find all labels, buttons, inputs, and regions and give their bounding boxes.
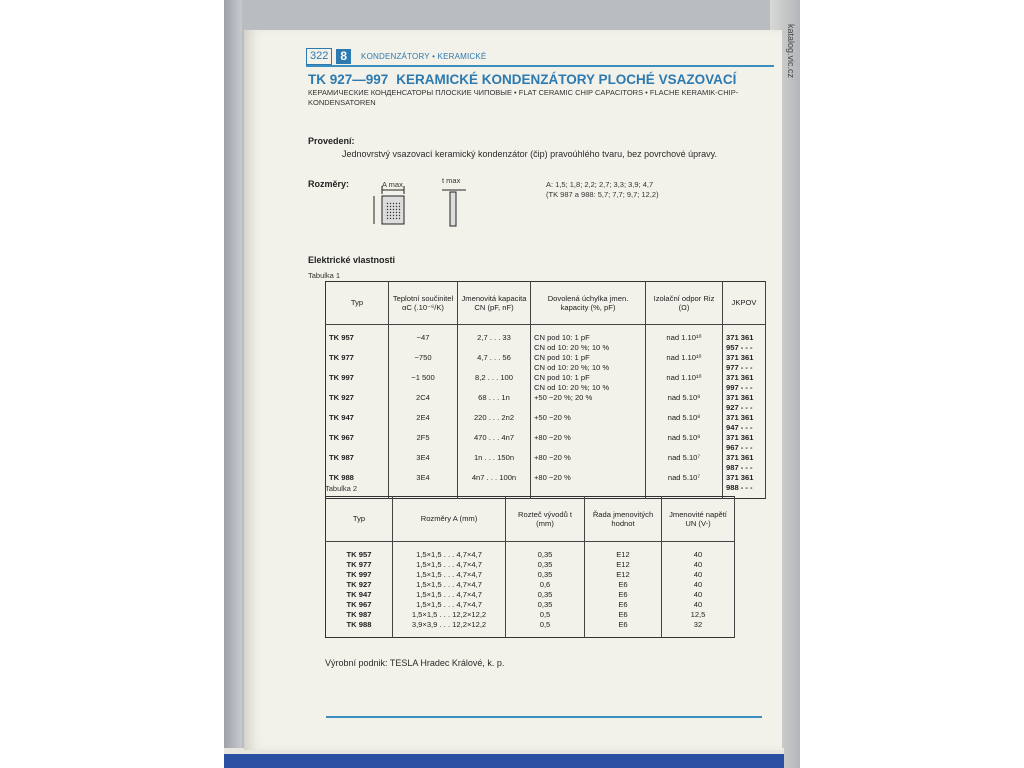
cell-series: E12 [585, 560, 662, 570]
cell-type: TK 947 [326, 413, 389, 433]
table-1-header: Izolační odpor Riz (Ω) [646, 282, 723, 325]
cell-capacity: 68 . . . 1n [458, 393, 531, 413]
book-photo [224, 0, 800, 768]
table-2-header-row [326, 497, 735, 542]
table-row [326, 453, 766, 473]
table-2-header: Jmenovité napětí UN (V-) [662, 497, 735, 542]
cell-coef: −750 [389, 353, 458, 373]
cell-insulation: nad 5.10⁸ [646, 433, 723, 453]
cell-type: TK 927 [326, 580, 393, 590]
section-number: 8 [336, 49, 351, 64]
cell-insulation: nad 5.10⁷ [646, 453, 723, 473]
cell-jkpov: 371 361 997 - - - [723, 373, 766, 393]
cell-type: TK 967 [326, 600, 393, 610]
table-row [326, 570, 735, 580]
cell-tolerance-line: CN od 10: 20 %; 10 % [534, 382, 610, 392]
cell-jkpov: 371 361 947 - - - [723, 413, 766, 433]
cell-jkpov: 371 361 977 - - - [723, 353, 766, 373]
table-2-header: Rozměry A (mm) [393, 497, 506, 542]
cell-type: TK 987 [326, 610, 393, 620]
cell-pitch: 0,5 [506, 610, 585, 620]
book-cover-edge [224, 754, 784, 768]
cell-dimensions: 1,5×1,5 . . . 4,7×4,7 [393, 580, 506, 590]
cell-type: TK 977 [326, 560, 393, 570]
table-row [326, 560, 735, 570]
cell-voltage: 40 [662, 590, 735, 600]
cell-series: E6 [585, 580, 662, 590]
cell-dimensions: 1,5×1,5 . . . 12,2×12,2 [393, 610, 506, 620]
cell-series: E6 [585, 620, 662, 630]
cell-dimensions: 1,5×1,5 . . . 4,7×4,7 [393, 600, 506, 610]
cell-coef: 3E4 [389, 473, 458, 493]
provedeni-text: Jednovrstvý vsazovací keramický kondenzátor (čip) pravoúhlého tvaru, bez povrchové úpravy. [342, 149, 718, 159]
book-spine [224, 0, 242, 768]
page-title [308, 72, 736, 87]
cell-type: TK 967 [326, 433, 389, 453]
cell-insulation: nad 5.10⁸ [646, 413, 723, 433]
dimension-values-1: A: 1,5; 1,8; 2,2; 2,7; 3,3; 3,9; 4,7 [546, 180, 654, 189]
cell-voltage: 32 [662, 620, 735, 630]
table-1-header: JKPOV [723, 282, 766, 325]
page-subtitle: КЕРАМИЧЕСКИЕ КОНДЕНСАТОРЫ ПЛОСКИЕ ЧИПОВЫЕ • FLAT CERAMIC CHIP CAPACITORS • FLACHE KERAMIK-CHIP-KONDENSATOREN [308, 88, 739, 107]
cell-tolerance: +80 −20 % [531, 473, 646, 493]
table-1-header: Typ [326, 282, 389, 325]
table-row [326, 580, 735, 590]
cell-tolerance-line: CN pod 10: 1 pF [534, 372, 590, 382]
cell-capacity: 8,2 . . . 100 [458, 373, 531, 393]
cell-tolerance [531, 333, 646, 353]
cell-series: E6 [585, 600, 662, 610]
cell-type: TK 957 [326, 333, 389, 353]
cell-jkpov: 371 361 987 - - - [723, 453, 766, 473]
table-row [326, 620, 735, 630]
cell-capacity: 470 . . . 4n7 [458, 433, 531, 453]
table-1-header-row [326, 282, 766, 325]
tmax-label: t max [442, 176, 461, 185]
cell-voltage: 40 [662, 550, 735, 560]
table2-caption: Tabulka 2 [325, 484, 358, 493]
cell-type: TK 988 [326, 473, 389, 493]
title-name: KERAMICKÉ KONDENZÁTORY PLOCHÉ VSAZOVACÍ [396, 72, 737, 87]
cell-voltage: 40 [662, 570, 735, 580]
cell-pitch: 0,35 [506, 550, 585, 560]
cell-dimensions: 3,9×3,9 . . . 12,2×12,2 [393, 620, 506, 630]
cell-voltage: 40 [662, 600, 735, 610]
cell-dimensions: 1,5×1,5 . . . 4,7×4,7 [393, 590, 506, 600]
table-row [326, 473, 766, 493]
table-2 [325, 496, 735, 638]
cell-jkpov: 371 361 957 - - - [723, 333, 766, 353]
cell-coef: 2F5 [389, 433, 458, 453]
cell-type: TK 988 [326, 620, 393, 630]
table-1 [325, 281, 766, 499]
cell-pitch: 0,35 [506, 560, 585, 570]
table-row [326, 433, 766, 453]
cell-tolerance [531, 353, 646, 373]
breadcrumb: KONDENZÁTORY • KERAMICKÉ [361, 52, 487, 61]
catalog-page [244, 30, 782, 750]
cell-tolerance-line: CN od 10: 20 %; 10 % [534, 362, 610, 372]
amax-label: A max [382, 180, 403, 189]
cell-pitch: 0,35 [506, 600, 585, 610]
table1-caption: Tabulka 1 [308, 271, 341, 280]
footer-rule [326, 716, 762, 718]
cell-type: TK 997 [326, 373, 389, 393]
table-2-header: Řada jmenovitých hodnot [585, 497, 662, 542]
cell-coef: −47 [389, 333, 458, 353]
cell-insulation: nad 5.10⁷ [646, 473, 723, 493]
cell-insulation: nad 1.10¹⁰ [646, 373, 723, 393]
cell-type: TK 927 [326, 393, 389, 413]
cell-type: TK 947 [326, 590, 393, 600]
table-row [326, 413, 766, 433]
cell-type: TK 957 [326, 550, 393, 560]
cell-tolerance-line: CN pod 10: 1 pF [534, 352, 590, 362]
cell-pitch: 0,35 [506, 570, 585, 580]
provedeni-label: Provedení: [308, 136, 355, 146]
cell-dimensions: 1,5×1,5 . . . 4,7×4,7 [393, 570, 506, 580]
cell-insulation: nad 5.10⁸ [646, 393, 723, 413]
cell-capacity: 1n . . . 150n [458, 453, 531, 473]
cell-tolerance [531, 373, 646, 393]
header-rule [306, 65, 774, 67]
cell-tolerance-line: CN pod 10: 1 pF [534, 332, 590, 342]
cell-tolerance: +50 −20 % [531, 413, 646, 433]
cell-coef: 2E4 [389, 413, 458, 433]
cell-tolerance: +80 −20 % [531, 433, 646, 453]
cell-tolerance: +50 −20 %; 20 % [531, 393, 646, 413]
table-2-header: Rozteč vývodů t (mm) [506, 497, 585, 542]
manufacturer-note: Výrobní podnik: TESLA Hradec Králové, k. p. [325, 658, 505, 668]
cell-pitch: 0,35 [506, 590, 585, 600]
dimension-values-2: (TK 987 a 988: 5,7; 7,7; 9,7; 12,2) [546, 190, 659, 199]
cell-coef: 2C4 [389, 393, 458, 413]
cell-series: E12 [585, 570, 662, 580]
side-watermark-text: katalog.vic.cz [786, 24, 796, 79]
cell-type: TK 987 [326, 453, 389, 473]
cell-coef: 3E4 [389, 453, 458, 473]
electrical-heading: Elektrické vlastnosti [308, 255, 396, 265]
table-row [326, 590, 735, 600]
cell-type: TK 997 [326, 570, 393, 580]
table-2-header: Typ [326, 497, 393, 542]
page-number: 322 [306, 48, 332, 65]
table-1-header: Dovolená úchylka jmen. kapacity (%, pF) [531, 282, 646, 325]
cell-series: E6 [585, 610, 662, 620]
cell-voltage: 40 [662, 560, 735, 570]
table-row [326, 333, 766, 353]
table-row [326, 373, 766, 393]
cell-insulation: nad 1.10¹⁰ [646, 353, 723, 373]
cell-capacity: 4n7 . . . 100n [458, 473, 531, 493]
cell-dimensions: 1,5×1,5 . . . 4,7×4,7 [393, 550, 506, 560]
cell-dimensions: 1,5×1,5 . . . 4,7×4,7 [393, 560, 506, 570]
cell-type: TK 977 [326, 353, 389, 373]
cell-insulation: nad 1.10¹⁰ [646, 333, 723, 353]
cell-capacity: 2,7 . . . 33 [458, 333, 531, 353]
cell-voltage: 12,5 [662, 610, 735, 620]
title-code: TK 927—997 [308, 72, 389, 87]
cell-jkpov: 371 361 967 - - - [723, 433, 766, 453]
cell-capacity: 4,7 . . . 56 [458, 353, 531, 373]
cell-voltage: 40 [662, 580, 735, 590]
cell-tolerance-line: CN od 10: 20 %; 10 % [534, 342, 610, 352]
table-1-header: Jmenovitá kapacita CN (pF, nF) [458, 282, 531, 325]
table-row [326, 550, 735, 560]
cell-coef: −1 500 [389, 373, 458, 393]
table-row [326, 393, 766, 413]
cell-capacity: 220 . . . 2n2 [458, 413, 531, 433]
cell-series: E12 [585, 550, 662, 560]
cell-pitch: 0,6 [506, 580, 585, 590]
rozmery-label: Rozměry: [308, 179, 350, 189]
cell-jkpov: 371 361 988 - - - [723, 473, 766, 493]
cell-tolerance: +80 −20 % [531, 453, 646, 473]
table-row [326, 600, 735, 610]
table-1-header: Teplotní součinitel αC (.10⁻⁶/K) [389, 282, 458, 325]
cell-pitch: 0,5 [506, 620, 585, 630]
cell-jkpov: 371 361 927 - - - [723, 393, 766, 413]
cell-series: E6 [585, 590, 662, 600]
table-row [326, 353, 766, 373]
page-header [306, 48, 486, 65]
table-row [326, 610, 735, 620]
